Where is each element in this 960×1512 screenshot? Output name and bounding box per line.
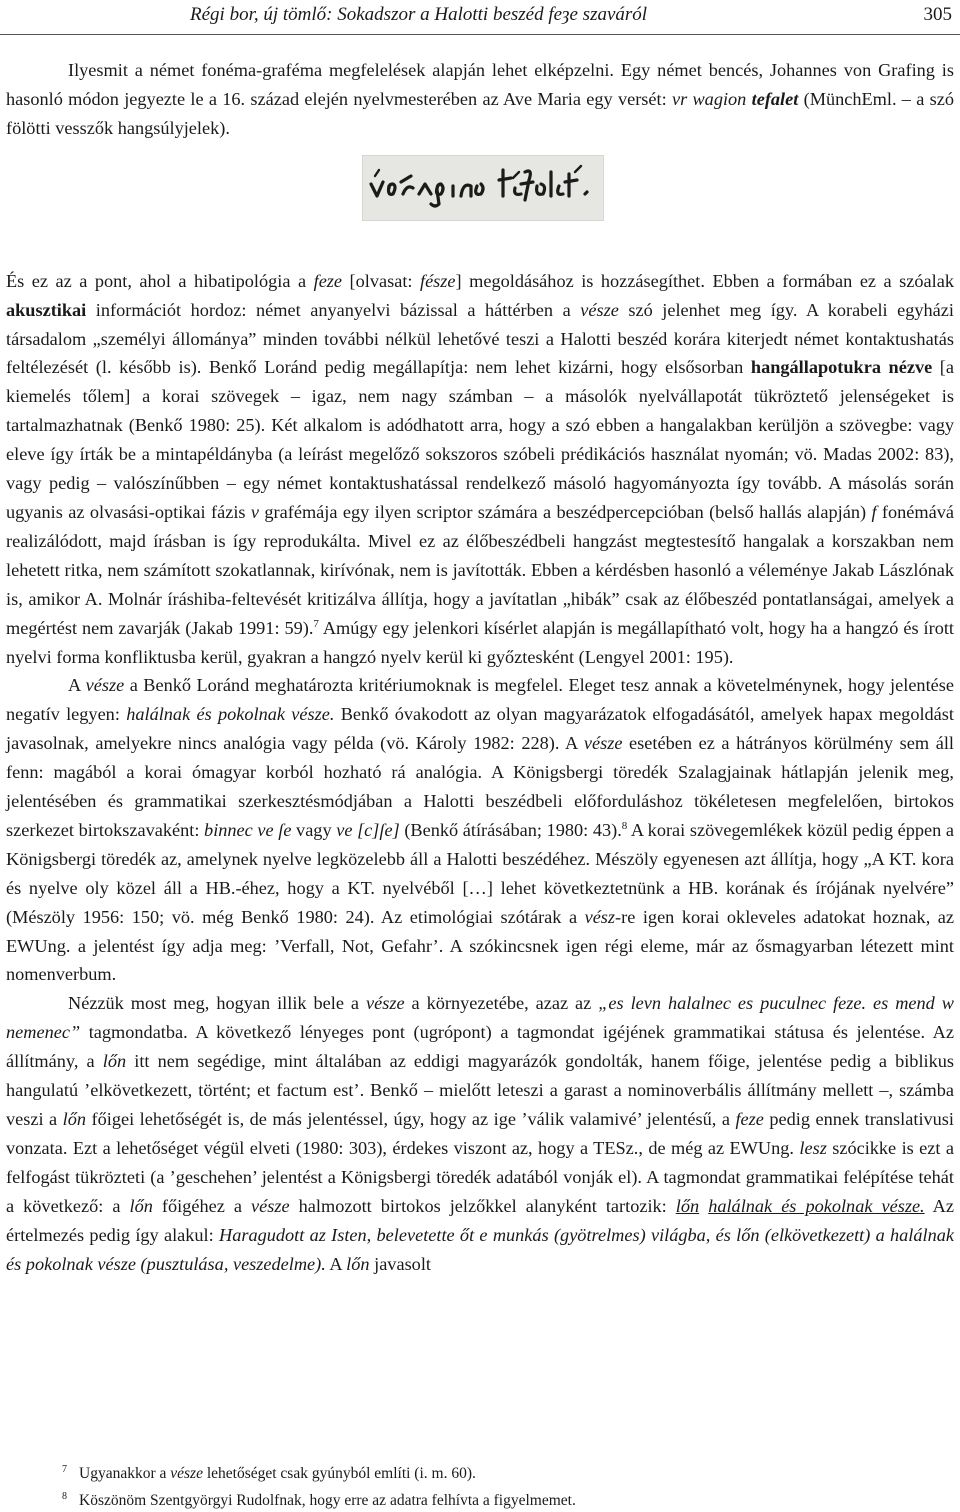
paragraph-4: Nézzük most meg, hogyan illik bele a vésze a környezetébe, azaz az „es levn halalnec es puculnec feze. es mend w nemenec” tagmondatba. A következő lényeges pont (ugrópont) a tagmondat igéjének grammatikai státusa és jelentése. Az állítmány, a lőn itt nem segédige, mint általában az eddigi magyarázók gondolták, hanem főige, jelentése pedig a biblikus hangulatú ’elkövetkezett, történt; et factum est’. Benkő – mielőtt leteszi a garast a nominoverbális állítmány mellett –, számba veszi a lőn főigei lehetőségét is, de más jelentéssel, úgy, hogy az ige ’válik valamivé’ jelentésű, a feze pedig ennek translativusi vonzata. Ezt a lehetőséget végül elveti (1980: 303), érdekes viszont az, hogy a TESz., de még az EWUng. lesz szócikke is ezt a felfogást tükrözteti (a ’geschehen’ jelentést a Königsbergi töredék adatából vonják el). A tagmondat grammatikai felépítése tehát a következő: a lőn főigéhez a vésze halmozott birtokos jelzőkkel alanyként tartozik: lőn halálnak és pokolnak vésze. Az értelmezés pedig így alakul: Haragudott az Isten, belevetette őt e munkás (gyötrelmes) világba, és lőn (elkövetkezett) a halálnak és pokolnak vésze (pusztulása, veszedelme). A lőn javasolt — [6, 993, 954, 1274]
footnote-8: $^8$ Köszönöm Szentgyörgyi Rudolfnak, hogy erre az adatra felhívta a figyelmemet. — [62, 1491, 576, 1510]
paragraph-2: És ez az a pont, ahol a hibatipológia a feze [olvasat: fésze] megoldásához is hozzásegíthet. Ebben a formában ez a szóalak akusztikai információt hordoz: német anyanyelvi bázissal a háttérben a vésze szó jelenhet meg így. A korabeli egyházi társadalom „személyi állománya” minden további nélkül lehetővé teszi a Halotti beszéd korára kiterjedt német kontaktushatás feltélezését (l. később is). Benkő Loránd pedig megállapítja: nem lehet kizárni, hogy elsősorban hangállapotukra nézve [a kiemelés tőlem] a korai szövegek – igaz, nem nagy számban – a másolók nyelvállapotát tükröztető jelenségeket is tartalmazhatnak (Benkő 1980: 25). Két alkalom is adódhatott arra, hogy a szó ebben a hangalakban kerüljön a szövegbe: vagy eleve így írták be a mintapéldányba (a leírást megelőző sokszoros szóbeli prédikációs használat nyomán; vö. Madas 2002: 83), vagy pedig – valószínűbben – egy német kontaktushatással rendelkező másoló hagyományozta így tovább. A másolás során ugyanis az olvasási-optikai fázis v grafémája egy ilyen scriptor számára a beszédpercepcióban (belső hallás alapján) f fonémává realizálódott, majd írásban is így reprodukálta. Mivel ez az élőbeszédbeli hangzást megtestesítő hangalak a korszakban nem lehetett ritka, nem számított szokatlannak, kirívónak, nem is javították. Ebben a kérdésben hasonló a véleménye Jakab Lászlónak is, amikor A. Molnár íráshiba-feltevését kritizálva állítja, hogy a javítatlan „hibák” csak az élőbeszéd pontatlanságai, amelyek a megértést nem zavarják (Jakab 1991: 59).$^7$ Amúgy egy jelenkori kísérlet alapján is megállapítható volt, hogy ha a hangzó és írott nyelvi forma konfliktusba kerül, gyakran a hangzó nyelv kerül ki győztesként (Lengyel 2001: 195). — [6, 270, 954, 667]
header-rule — [0, 34, 960, 35]
paragraph-3: A vésze a Benkő Loránd meghatározta kritériumoknak is megfelel. Eleget tesz annak a követelménynek, hogy jelentése negatív legyen: halálnak és pokolnak vésze. Benkő óvakodott az olyan magyarázatok elfogadásától, amelyek hapax megoldást javasolnak, amelyekre nincs analógia vagy példa (vö. Károly 1982: 228). A vésze esetében ez a hátrányos körülmény sem áll fenn: magából a korai ómagyar korból hozható rá analógia. A Königsbergi töredék Szalagjainak hátlapján jelenik meg, jelentésében és grammatikai szerkesztésmódjában a Halotti beszédbeli előforduláshoz tökéletesen megfelelően, birtokos szerkezet birtokszavaként: binnec ve ſe vagy ve [c]ſe] (Benkő átírásában; 1980: 43).$^8$ A korai szövegemlékek közül pedig éppen a Königsbergi töredék az, amelynek nyelve legközelebb áll a Halotti beszédéhez. Mészöly egyenesen azt állítja, hogy „A KT. kora és nyelve oly közel áll a HB.-éhez, hogy a KT. nyelvéből […] lehet következtetnünk a HB. korának és írójának nyelvére” (Mészöly 1956: 150; vö. még Benkő 1980: 24). Az etimológiai szótárak a vész-re igen korai okleveles adatokat hoznak, az EWUng. a jelentést így adja meg: ’Verfall, Not, Gefahr’. A szókincsnek igen régi eleme, már az ősmagyarban létezett mint nomenverbum. — [6, 675, 955, 985]
footnote-ref-8[interactable]: 8 — [621, 819, 628, 832]
footnote-ref-7[interactable]: 7 — [313, 617, 319, 630]
paragraph-1: Ilyesmit a német fonéma-graféma megfelelések alapján lehet elképzelni. Egy német bencés, Johannes von Grafing is hasonló módon jegyezte le a 16. század elején nyelvmesterében az Ave Maria egy versét: vr wagion tefalet (MünchEml. – a szó fölötti vesszők hangsúlyjelek). — [6, 60, 954, 138]
page-number: 305 — [923, 4, 952, 25]
footnotes — [62, 1458, 952, 1512]
running-title: Régi bor, új tömlő: Sokadszor a Halotti beszéd feȝe szaváról — [190, 4, 648, 25]
body-text — [6, 56, 954, 1278]
running-header — [0, 0, 960, 30]
footnote-7: $^7$ Ugyanakkor a vésze lehetőséget csak gyúnyból említi (i. m. 60). — [62, 1464, 476, 1483]
manuscript-scan-image — [362, 155, 604, 221]
manuscript-handwriting-graphic — [363, 156, 603, 220]
figure-manuscript — [6, 155, 954, 267]
